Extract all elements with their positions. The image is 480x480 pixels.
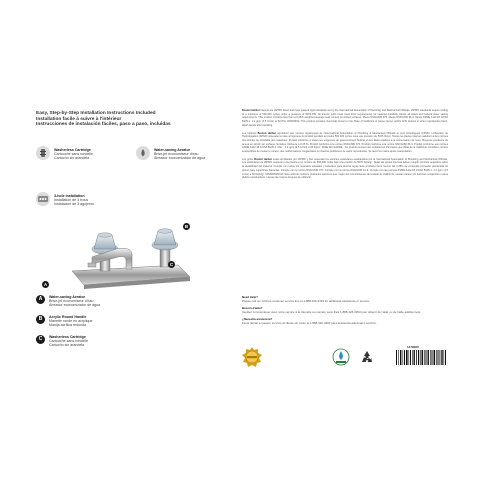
feature-cartridge: [54, 148, 93, 161]
callout-c: C: [169, 262, 174, 267]
three-hole-icon: [36, 192, 50, 206]
part-fr: Brise-jet économiseur d'eau: [49, 299, 94, 304]
recycle-icon: [360, 350, 374, 364]
part-letter: C: [36, 335, 45, 344]
part-c: [36, 335, 146, 355]
part-title: Washerless Cartridge: [49, 335, 86, 339]
logo-strip: [242, 345, 448, 369]
callout-a: A: [43, 282, 48, 287]
intro-line-en: Easy, Step-by-Step Installation Instructions Included: [36, 111, 156, 116]
part-title: Acrylic Round Handle: [49, 315, 87, 319]
parts-legend: [36, 295, 146, 355]
left-column: [36, 109, 232, 369]
barcode-icon: [396, 350, 446, 368]
intro-line-fr: Installation facile à suivre à l'intérieur: [36, 116, 122, 122]
help-question-es: ¿Necesita asistencia?: [242, 317, 273, 321]
part-letter: B: [36, 315, 45, 324]
help-answer-en: Please call our toll-free customer service line at 1-888-326-3393 for additional assistance or service.: [242, 299, 370, 303]
part-fr: Cartouche sans rondelle: [49, 339, 88, 344]
help-answer-es: Favor llamar a nuestro servicio al cliente sin costo al 1-888-326-3393 para asistencia adicional o servicio.: [242, 321, 377, 325]
part-letter: A: [36, 295, 45, 304]
feature-title: Washerless Cartridge: [54, 148, 91, 152]
feature-title: 3-hole Installation: [54, 194, 85, 198]
part-b: [36, 315, 146, 335]
feature-es: Aireador economizador de agua: [154, 156, 206, 161]
part-a: [36, 295, 146, 315]
right-column: [242, 109, 448, 369]
help-question-fr: Besoin d'aide?: [242, 306, 263, 310]
intro-line-es: Instrucciones de instalación fáciles, paso a paso, incluidas: [36, 122, 171, 128]
paragraph-fr: Les robinets Boston Harbor répondent aux normes rigoureuses de l'International Association of Plumbing & Mechanical Officials et sont homologués IAPMO. L'obtention de l'homologation IAPMO nécessite la mise à l'épreuve du produit pendant au moins 500 000 cycles sous une pression de 50±5 lb/po². Toutes les pièces internes satisfont à des normes très strictes de durabilité des matériaux. Produit conforme à toutes les exigences du gouvernement fédéral et des États relatives à la conservation de l'eau. Moyenne pondérée du teneur en plomb sur surfaces humides inférieure à 0,25 %. Produit conforme à la norme NSF/ANSI 372. Produit conforme à la norme NSF/ANSI 61-9. Produit conforme aux normes ASME A112.18.1/CSA B125.1. Max : 1,2 gpm (4,5 L/min) à 60 lb/po². MISE EN GARDE : Ce produit contient des substances chimiques que l'État de la Californie considère comme susceptibles de causer le cancer, des malformations congénitales ou d'autres problèmes de santé reproductive. Se laver les mains après manipulation.: [242, 131, 448, 154]
packaging-panel: [26, 99, 454, 375]
intro-heading: [36, 111, 171, 128]
cartridge-icon: [36, 146, 50, 160]
lifetime-warranty-seal-icon: [242, 347, 262, 367]
aerator-icon: [136, 146, 150, 160]
help-section: [242, 295, 448, 328]
part-fr: Manette ronde en acrylique: [49, 319, 93, 324]
part-es: Manija acrílica redonda: [49, 323, 87, 328]
feature-es: Cartucho sin arandela: [54, 156, 90, 161]
feature-title: Water-saving Aerator: [154, 148, 191, 152]
feature-fr: Installation de 3 trous: [54, 198, 89, 203]
watersense-logo-icon: [332, 348, 350, 366]
paragraph-en: Boston Harbor faucets are IAPMO listed and have passed rigid standards set by the International Association of Plumbing and Mechanical Officials. IAPMO standards require testing to a minimum of 500,000 cycles under a pressure of 50±5 PSI. All interior parts must meet strict requirements for material durability. Meets all states and federal water saving requirements. This product contains less than a 0.25% weighted average lead content on wetted surfaces. Meets NSF/ANSI 372. Meets NSF/ANSI 61-9. Meets ASME A112.18.1/CSA B125.1. 1.2 gpm (4.5 L/min) at 60 PSI. WARNING: This product contains chemicals known to the State of California to cause cancer and/or birth defects or other reproductive harm. Wash hands after handling.: [242, 109, 448, 127]
feature-es: Instalación de 3 agujeros: [54, 202, 94, 207]
feature-three-hole: [54, 194, 94, 207]
feature-fr: Cartouche sans rondelle: [54, 152, 93, 157]
help-answer-fr: Veuillez communiquer avec notre service à la clientèle au numéro sans frais 1-888-326-3393 pour obtenir de l'aide ou de l'aide additionnels.: [242, 310, 421, 314]
faucet-illustration: [58, 211, 198, 293]
help-question-en: Need Help?: [242, 295, 258, 299]
part-es: Aireador economizador de agua: [49, 303, 101, 308]
part-es: Cartucho sin arandela: [49, 343, 85, 348]
paragraph-es: Los grifos Boston Harbor están aprobados por IAPMO y han superado los estrictos estándares establecidos por la International Association of Plumbing and Mechanical Officials. Los estándares de IAPMO requieren una prueba a un mínimo de 500,000 ciclos bajo una presión de 50±5 lb/pulg². Todas las partes internas deben cumplir estrictos requisitos sobre la durabilidad del material. Cumple con todos los requisitos estatales y federales para ahorrar agua. Este producto tiene menos del 0.25% de contenido promedio ponderado de plomo para superficies húmedas. Cumple con la norma NSF/ANSI 372. Cumple con la norma NSF/ANSI 61-9. Cumple con las normas ASME A112.18.1/CSA B125.1. 1.2 gpm (4.5 L/min) a 60 lb/pulg². ADVERTENCIA: Este artículo contiene productos químicos que, según los conocimientos del estado de California, causan cáncer y/o defectos congénitos u otros daños reproductivos. Lávese las manos después de utilizarlo.: [242, 157, 448, 180]
part-title: Water-saving Aerator: [49, 295, 86, 299]
certification-text: [242, 109, 448, 180]
callout-b: B: [184, 224, 189, 229]
feature-aerator: [154, 148, 205, 161]
sku-number: 1479000: [407, 345, 419, 349]
feature-fr: Brise-jet économiseur d'eau: [154, 152, 199, 157]
